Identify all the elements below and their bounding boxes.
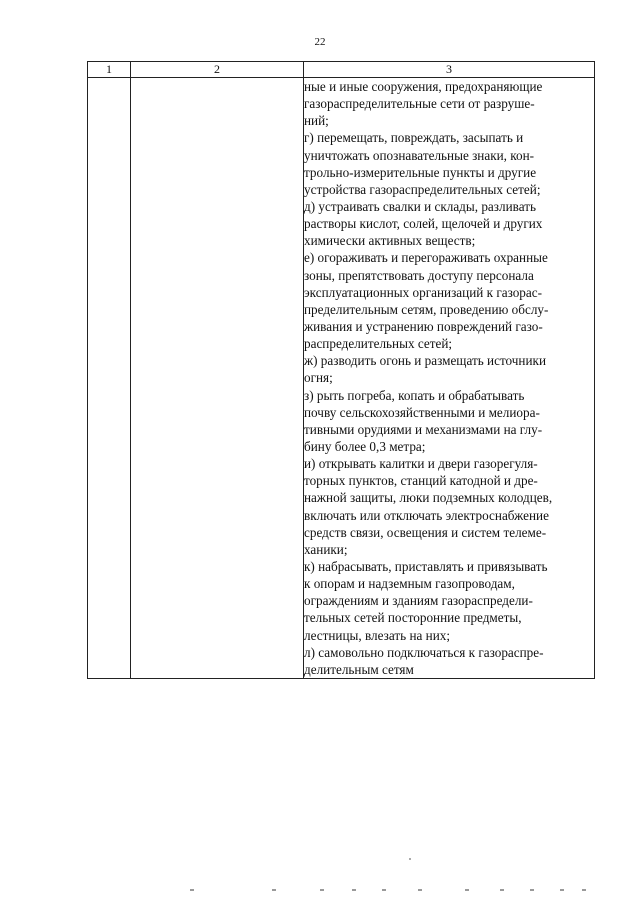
scan-artifact-marks xyxy=(120,889,590,895)
text-line: химически активных веществ; xyxy=(304,233,476,249)
text-line: эксплуатационных организаций к газорас- xyxy=(304,284,542,300)
text-line: нажной защиты, люки подземных колодцев, xyxy=(304,490,553,506)
text-line: включать или отключать электроснабжение xyxy=(304,507,549,523)
table-row xyxy=(88,78,595,679)
text-line: к опорам и надземным газопроводам, xyxy=(304,576,515,592)
table-header-row xyxy=(88,62,595,78)
text-line: распределительных сетей; xyxy=(304,336,453,352)
cell-col-2 xyxy=(131,78,304,679)
text-line: тивными орудиями и механизмами на глу- xyxy=(304,421,543,437)
text-line: зоны, препятствовать доступу персонала xyxy=(304,267,534,283)
text-line: уничтожать опознавательные знаки, кон- xyxy=(304,147,535,163)
text-line: делительным сетям xyxy=(304,661,414,677)
text-line: бину более 0,3 метра; xyxy=(304,438,426,454)
text-line: ханики; xyxy=(304,541,348,557)
text-line: ограждениям и зданиям газораспредели- xyxy=(304,593,533,609)
document-table xyxy=(87,61,595,679)
text-line: огня; xyxy=(304,370,333,386)
text-line: газораспределительные сети от разруше- xyxy=(304,96,535,112)
text-line: тельных сетей посторонние предметы, xyxy=(304,610,522,626)
text-line: пределительным сетям, проведению обслу- xyxy=(304,301,549,317)
text-line: средств связи, освещения и систем телеме- xyxy=(304,524,547,540)
scan-artifact-dot xyxy=(409,858,411,860)
text-line: к) набрасывать, приставлять и привязывать xyxy=(304,558,548,574)
text-line: л) самовольно подключаться к газораспре- xyxy=(304,644,544,660)
text-line: торных пунктов, станций катодной и дре- xyxy=(304,473,538,489)
text-line: растворы кислот, солей, щелочей и других xyxy=(304,216,543,232)
text-line: устройства газораспределительных сетей; xyxy=(304,181,541,197)
text-line: лестницы, влезать на них; xyxy=(304,627,451,643)
cell-col-1 xyxy=(88,78,131,679)
page-number: 22 xyxy=(314,36,326,48)
column-header-2: 2 xyxy=(131,62,304,78)
column-header-3: 3 xyxy=(304,62,595,78)
text-line: и) открывать калитки и двери газорегуля- xyxy=(304,456,538,472)
text-line: ний; xyxy=(304,113,329,129)
text-line: е) огораживать и перегораживать охранные xyxy=(304,250,548,266)
text-line: г) перемещать, повреждать, засыпать и xyxy=(304,130,524,146)
text-line: трольно-измерительные пункты и другие xyxy=(304,164,537,180)
text-line: з) рыть погреба, копать и обрабатывать xyxy=(304,387,525,403)
text-line: почву сельскохозяйственными и мелиора- xyxy=(304,404,540,420)
cell-col-3 xyxy=(304,78,595,679)
text-line: д) устраивать свалки и склады, разливать xyxy=(304,198,536,214)
text-line: живания и устранению повреждений газо- xyxy=(304,318,543,334)
column-header-1: 1 xyxy=(88,62,131,78)
text-line: ные и иные сооружения, предохраняющие xyxy=(304,79,543,94)
text-line: ж) разводить огонь и размещать источники xyxy=(304,353,547,369)
